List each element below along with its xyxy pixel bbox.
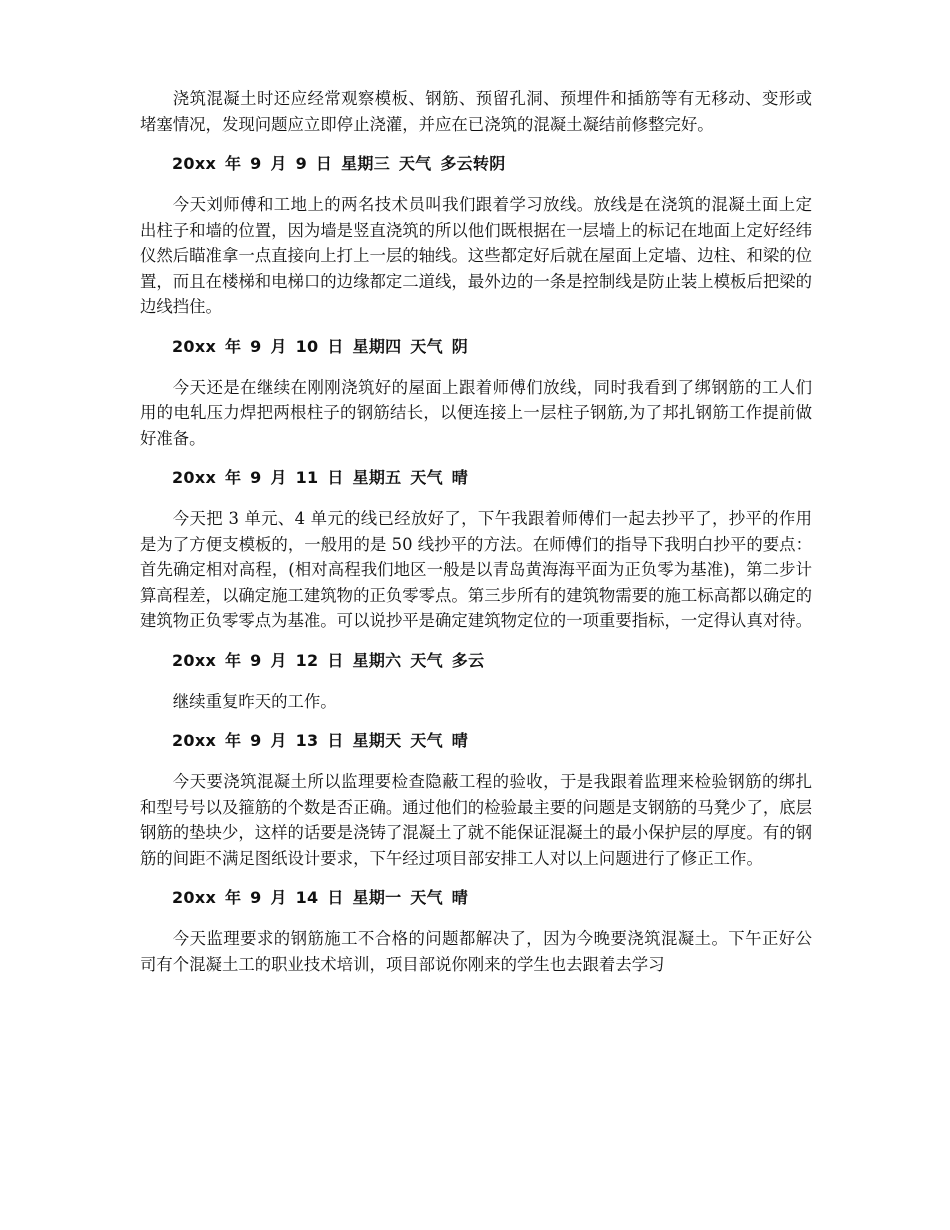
paragraph-4: 今天把 3 单元、4 单元的线已经放好了，下午我跟着师傅们一起去抄平了，抄平的作用是为了方便支模板的，一般用的是 50 线抄平的方法。在师傅们的指导下我明白抄平的要点：首先确定相对高程，(相对高程我们地区一般是以青岛黄海海平面为正负零为基准)，第二步计算高程差，以确定施工建筑物的正负零零点。第三步所有的建筑物需要的施工标高都以确定的建筑物正负零零点为基准。可以说抄平是确定建筑物定位的一项重要指标，一定得认真对待。 [140,509,813,630]
diary-date-heading-sep-12: 20xx 年 9 月 12 日 星期六 天气 多云 [172,650,485,670]
paragraph-2: 今天刘师傅和工地上的两名技术员叫我们跟着学习放线。放线是在浇筑的混凝土面上定出柱子和墙的位置，因为墙是竖直浇筑的所以他们既根据在一层墙上的标记在地面上定好经纬仪然后瞄准拿一点直接向上打上一层的轴线。这些都定好后就在屋面上定墙、边柱、和梁的位置，而且在楼梯和电梯口的边缘都定二道线，最外边的一条是控制线是防止装上模板后把梁的边线挡住。 [140,195,813,316]
document-page [140,86,812,991]
diary-date-heading-sep-13: 20xx 年 9 月 13 日 星期天 天气 晴 [172,731,469,750]
paragraph-6: 今天要浇筑混凝土所以监理要检查隐蔽工程的验收，于是我跟着监理来检验钢筋的绑扎和型号号以及箍筋的个数是否正确。通过他们的检验最主要的问题是支钢筋的马凳少了，底层钢筋的垫块少，这样的话要是浇铸了混凝土了就不能保证混凝土的最小保护层的厚度。有的钢筋的间距不满足图纸设计要求，下午经过项目部安排工人对以上问题进行了修正工作。 [140,772,813,868]
paragraph-3: 今天还是在继续在刚刚浇筑好的屋面上跟着师傅们放线，同时我看到了绑钢筋的工人们用的电轧压力焊把两根柱子的钢筋结长，以便连接上一层柱子钢筋,为了邦扎钢筋工作提前做好准备。 [140,377,812,448]
paragraph-1: 浇筑混凝土时还应经常观察模板、钢筋、预留孔洞、预埋件和插筋等有无移动、变形或堵塞情况，发现问题应立即停止浇灌，并应在已浇筑的混凝土凝结前修整完好。 [140,89,812,134]
diary-date-heading-sep-9: 20xx 年 9 月 9 日 星期三 天气 多云转阴 [172,154,506,173]
diary-date-heading-sep-14: 20xx 年 9 月 14 日 星期一 天气 晴 [172,888,469,907]
paragraph-7: 今天监理要求的钢筋施工不合格的问题都解决了，因为今晚要浇筑混凝土。下午正好公司有个混凝土工的职业技术培训，项目部说你刚来的学生也去跟着去学习 [140,929,812,974]
diary-date-heading-sep-10: 20xx 年 9 月 10 日 星期四 天气 阴 [172,336,469,356]
diary-date-heading-sep-11: 20xx 年 9 月 11 日 星期五 天气 晴 [172,468,469,487]
paragraph-5: 继续重复昨天的工作。 [172,691,337,711]
